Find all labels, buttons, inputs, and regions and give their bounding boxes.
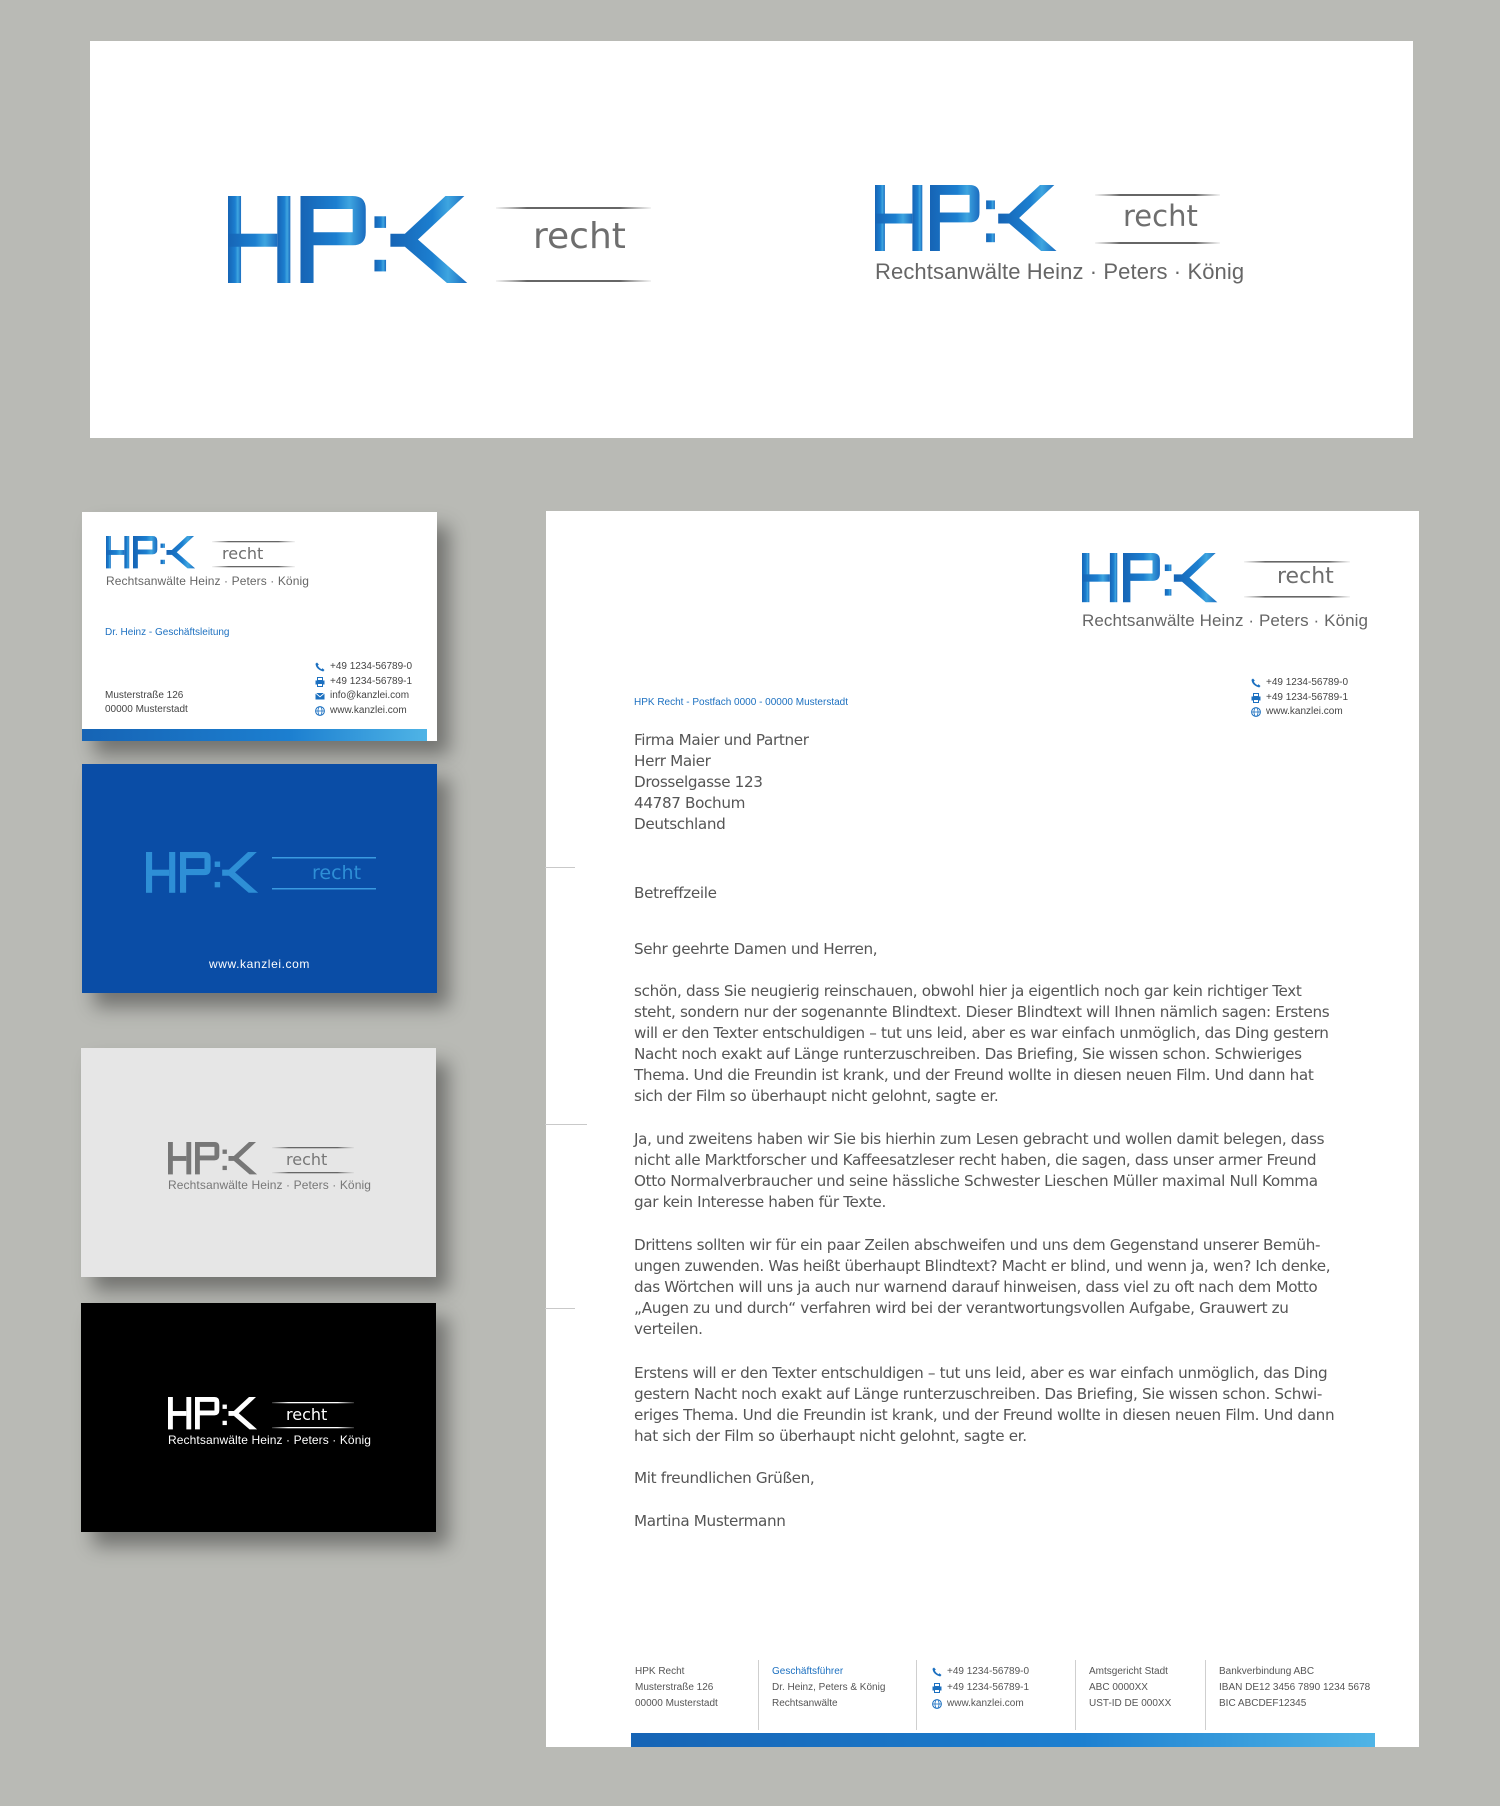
- footer-bank: Bankverbindung ABC IBAN DE12 3456 7890 1234 5678 BIC ABCDEF12345: [1219, 1666, 1371, 1709]
- card-web: www.kanzlei.com: [315, 704, 412, 719]
- business-card-back-blue: [82, 764, 437, 993]
- footer-divider: [1205, 1660, 1206, 1730]
- logo-tagline: Rechtsanwälte Heinz · Peters · König: [106, 574, 310, 588]
- fax-icon: [1251, 693, 1261, 703]
- letter-logo: [1082, 553, 1382, 630]
- fold-mark: [545, 867, 575, 868]
- logo-tagline: Rechtsanwälte Heinz · Peters · König: [168, 1178, 372, 1192]
- recipient-line: Firma Maier und Partner: [634, 731, 809, 749]
- footer-management: Geschäftsführer Dr. Heinz, Peters & König Rechtsanwälte: [772, 1666, 886, 1709]
- card-fax: +49 1234-56789-1: [315, 675, 412, 690]
- footer-divider: [758, 1660, 759, 1730]
- recipient-line: Deutschland: [634, 815, 726, 833]
- card-email: info@kanzlei.com: [315, 689, 412, 704]
- card-back-web: www.kanzlei.com: [208, 957, 311, 971]
- letter-phone: +49 1234-56789-0: [1251, 676, 1348, 691]
- logo-tagline: Rechtsanwälte Heinz · Peters · König: [1082, 611, 1369, 630]
- logo-recht-text: recht: [286, 1150, 328, 1169]
- mail-icon: [315, 691, 325, 701]
- letter-subject: Betreffzeile: [634, 884, 717, 902]
- letter-paragraph-2: Ja, und zweitens haben wir Sie bis hierhin zum Lesen gebracht und wollen damit belegen, dass nicht alle Marktforscher und Kaffeesatzleser recht haben, die sagen, dass unser armer Freund Otto Normalverbraucher und seine hässliche Schwester Lieschen Müller maximal Null Komma gar kein Interesse haben für Texte.: [634, 1130, 1325, 1211]
- letter-sender-line: HPK Recht - Postfach 0000 - 00000 Musterstadt: [634, 697, 848, 708]
- logo-recht-text: recht: [1123, 199, 1198, 233]
- card-logo-gray: [168, 1142, 372, 1192]
- letter-paragraph-1: schön, dass Sie neugierig reinschauen, obwohl hier ja eigentlich noch gar kein richtiger Text steht, sondern nur der sogenannte Blindtext. Dieser Blindtext will Ihnen nämlich sagen: Erstens will er den Texter entschuldigen – tut uns leid, aber es war einfach unmöglich, das Ding gestern Nacht noch exakt auf Länge runterzuschreiben. Das Briefing, Sie wissen schon. Schwieriges Thema. Und die Freundin ist krank, und der Freund wollte in diesen neuen Film. Und dann hat sich der Film so überhaupt nicht gelohnt, sagte er.: [634, 982, 1330, 1105]
- card-blue-bar: [82, 729, 427, 741]
- logo-hpk-recht-tagline: [875, 185, 1285, 284]
- letter-contact-list: [1251, 676, 1348, 720]
- logo-recht-text: recht: [1277, 564, 1334, 589]
- card-phone: +49 1234-56789-0: [315, 660, 412, 675]
- logo-recht-text: recht: [312, 862, 362, 884]
- card-logo-white: [168, 1397, 372, 1447]
- fax-icon: [932, 1683, 942, 1693]
- footer-address: HPK Recht Musterstraße 126 00000 Musterstadt: [635, 1666, 718, 1709]
- logo-presentation-panel: [90, 41, 1413, 438]
- footer-divider: [1075, 1660, 1076, 1730]
- recipient-line: 44787 Bochum: [634, 794, 746, 812]
- card-person: Dr. Heinz - Geschäftsleitung: [105, 627, 230, 638]
- fax-icon: [315, 677, 325, 687]
- card-city: 00000 Musterstadt: [105, 704, 188, 715]
- logo-hpk-recht: [228, 196, 648, 296]
- letter-recipient-block: [634, 730, 1344, 835]
- recipient-line: Drosselgasse 123: [634, 773, 763, 791]
- letter-paragraph-3: Drittens sollten wir für ein paar Zeilen abschweifen und uns dem Gegenstand unserer Bemüh- ungen zuwenden. Was heißt überhaupt Blindtext? Macht er blind, und wenn ja, wen? Ich denke, das Wörtchen will uns ja auch nur warnend darauf hinweisen, dass viel zu oft nach dem Motto „Augen zu und durch“ verfahren wird bei der verantwortungsvollen Aufgabe, Grauwert zu verteilen.: [634, 1236, 1331, 1338]
- letter-web: www.kanzlei.com: [1251, 705, 1348, 720]
- business-card-front: [82, 512, 437, 741]
- letter-paragraph-4: Erstens will er den Texter entschuldigen – tut uns leid, aber es war einfach unmöglich, das Ding gestern Nacht noch exakt auf Länge runterzuschreiben. Das Briefing, Sie wissen schon. Schwi- eriges Thema. Und die Freundin ist krank, und der Freund wollte in diesen neuen Film. Und dann hat sich der Film so überhaupt nicht gelohnt, sagte er.: [634, 1364, 1335, 1445]
- phone-icon: [1251, 678, 1261, 688]
- letter-signature: Martina Mustermann: [634, 1512, 786, 1530]
- globe-icon: [1251, 707, 1261, 717]
- recipient-line: Herr Maier: [634, 752, 711, 770]
- logo-tagline: Rechtsanwälte Heinz · Peters · König: [168, 1433, 372, 1447]
- card-street: Musterstraße 126: [105, 690, 184, 701]
- logo-tagline: Rechtsanwälte Heinz · Peters · König: [875, 259, 1245, 284]
- phone-icon: [315, 662, 325, 672]
- phone-icon: [932, 1667, 942, 1677]
- card-logo: [106, 536, 310, 588]
- footer-divider: [916, 1660, 917, 1730]
- globe-icon: [315, 706, 325, 716]
- logo-recht-text: recht: [286, 1405, 328, 1424]
- letter-salutation: Sehr geehrte Damen und Herren,: [634, 940, 878, 958]
- business-card-black: [81, 1303, 436, 1532]
- fold-mark: [545, 1308, 575, 1309]
- footer-register: Amtsgericht Stadt ABC 0000XX UST-ID DE 000XX: [1089, 1666, 1172, 1709]
- letter-footer-bar: [631, 1733, 1375, 1747]
- globe-icon: [932, 1699, 942, 1709]
- business-card-light: [81, 1048, 436, 1277]
- letter-closing: Mit freundlichen Grüßen,: [634, 1469, 815, 1487]
- letter-fax: +49 1234-56789-1: [1251, 691, 1348, 706]
- logo-recht-text: recht: [533, 216, 626, 257]
- fold-mark: [545, 1124, 587, 1125]
- logo-recht-text: recht: [222, 544, 264, 563]
- card-logo-blue: [146, 852, 386, 902]
- card-contact-list: [315, 660, 412, 718]
- footer-contact: +49 1234-56789-0 +49 1234-56789-1 www.kanzlei.com: [932, 1664, 1029, 1712]
